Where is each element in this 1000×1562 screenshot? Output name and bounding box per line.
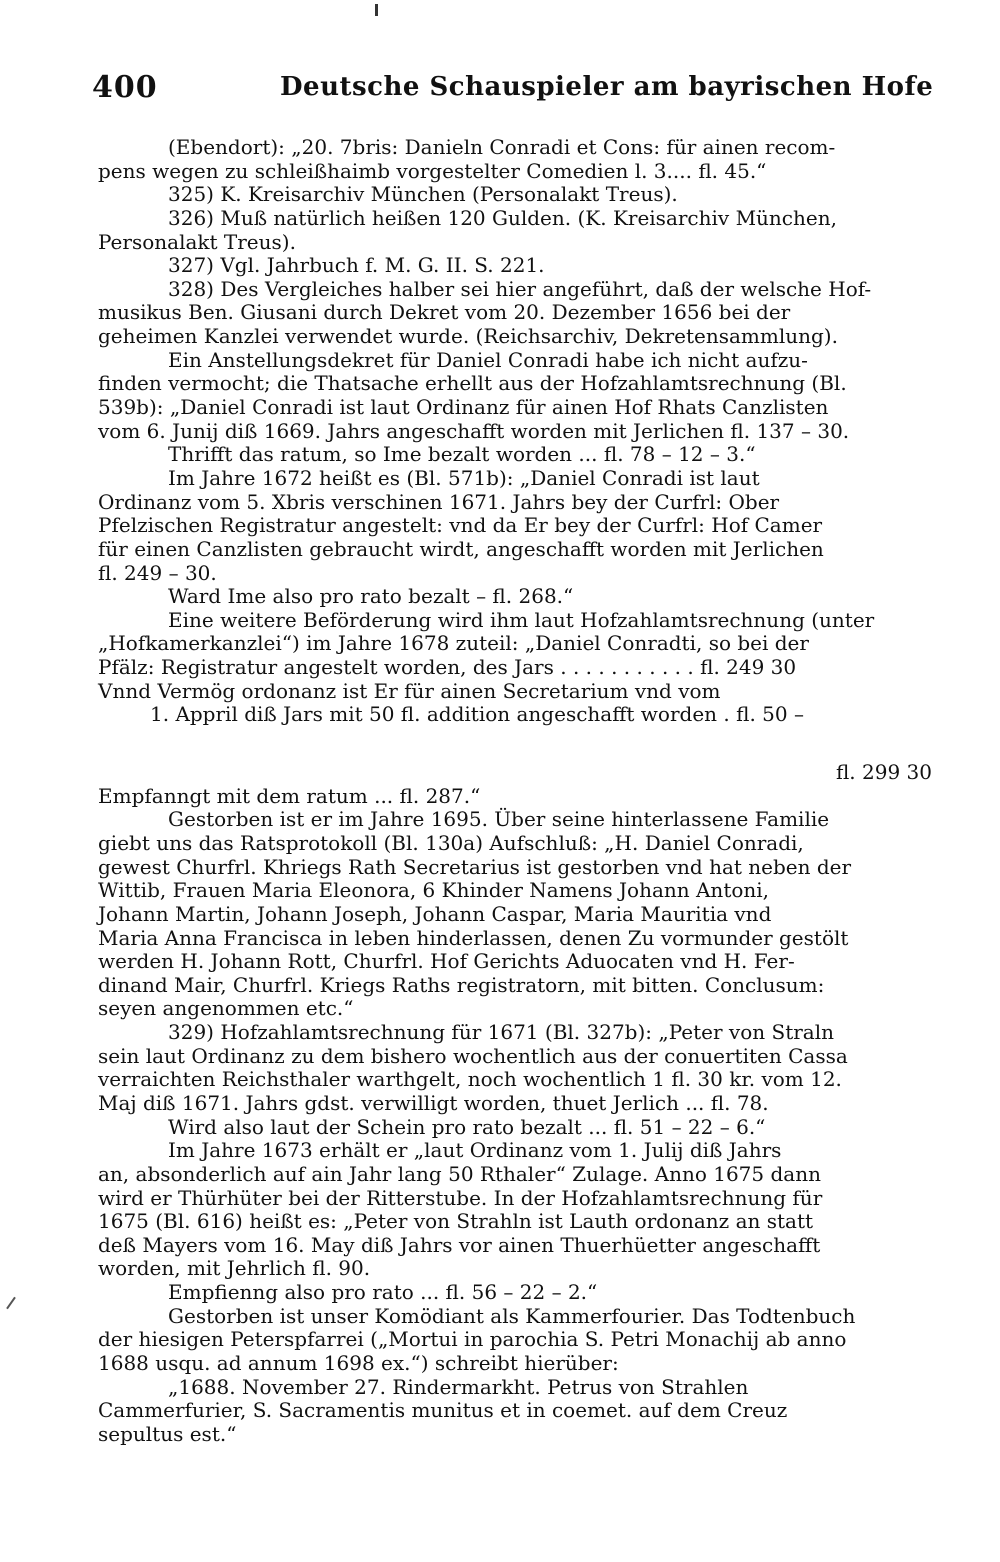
text-line: wird er Thürhüter bei der Ritterstube. In der Hofzahlamtsrechnung für bbox=[98, 1185, 823, 1210]
text-line: verraichten Reichsthaler warthgelt, noch wochentlich 1 fl. 30 kr. vom 12. bbox=[98, 1067, 842, 1092]
text-line: fl. 249 – 30. bbox=[98, 560, 217, 585]
text-line: Eine weitere Beförderung wird ihm laut Hofzahlamtsrechnung (unter bbox=[168, 607, 875, 632]
text-line: für einen Canzlisten gebraucht wirdt, angeschafft worden mit Jerlichen bbox=[98, 536, 824, 561]
text-line: Gestorben ist unser Komödiant als Kammerfourier. Das Todtenbuch bbox=[168, 1303, 856, 1328]
text-line: dinand Mair, Churfrl. Kriegs Raths registratorn, mit bitten. Conclusum: bbox=[98, 972, 825, 997]
text-line: Wird also laut der Schein pro rato bezalt ... fl. 51 – 22 – 6.“ bbox=[168, 1114, 766, 1139]
text-line: Empfienng also pro rato ... fl. 56 – 22 – 2.“ bbox=[168, 1280, 598, 1305]
text-line: seyen angenommen etc.“ bbox=[98, 996, 354, 1021]
scan-mark bbox=[6, 1297, 16, 1310]
page-body bbox=[98, 136, 938, 1447]
text-line: 1688 usqu. ad annum 1698 ex.“) schreibt hierüber: bbox=[98, 1351, 619, 1376]
text-line: werden H. Johann Rott, Churfrl. Hof Gerichts Aduocaten vnd H. Fer- bbox=[98, 949, 795, 974]
text-line: Empfanngt mit dem ratum ... fl. 287.“ bbox=[98, 783, 481, 808]
text-line: an, absonderlich auf ain Jahr lang 50 Rthaler“ Zulage. Anno 1675 dann bbox=[98, 1161, 821, 1186]
text-line: Im Jahre 1672 heißt es (Bl. 571b): „Daniel Conradi ist laut bbox=[168, 465, 760, 490]
text-line: „Hofkamerkanzlei“) im Jahre 1678 zuteil: „Daniel Conradti, so bei der bbox=[98, 631, 809, 656]
text-line: Pfälz: Registratur angestelt worden, des Jars . . . . . . . . . . . fl. 249 30 bbox=[98, 655, 797, 680]
text-line: 539b): „Daniel Conradi ist laut Ordinanz für ainen Hof Rhats Canzlisten bbox=[98, 395, 829, 420]
text-line: sepultus est.“ bbox=[98, 1421, 237, 1446]
sum-line: fl. 299 30 bbox=[835, 760, 932, 785]
text-line: Gestorben ist er im Jahre 1695. Über seine hinterlassene Familie bbox=[168, 807, 830, 832]
text-line: sein laut Ordinanz zu dem bishero wochentlich aus der conuertiten Cassa bbox=[98, 1043, 848, 1068]
text-line: vom 6. Junij diß 1669. Jahrs angeschafft worden mit Jerlichen fl. 137 – 30. bbox=[98, 418, 850, 443]
footnote-325: 325) K. Kreisarchiv München (Personalakt Treus). bbox=[168, 182, 678, 207]
page-number: 400 bbox=[92, 70, 158, 105]
text-line: gewest Churfrl. Khriegs Rath Secretarius ist gestorben vnd hat neben der bbox=[98, 854, 852, 879]
text-line: der hiesigen Peterspfarrei („Mortui in parochia S. Petri Monachij ab anno bbox=[98, 1327, 847, 1352]
text-line: Ward Ime also pro rato bezalt – fl. 268.“ bbox=[168, 584, 574, 609]
page-header bbox=[92, 70, 942, 110]
text-line: Pfelzischen Registratur angestelt: vnd da Er bey der Curfrl: Hof Camer bbox=[98, 513, 823, 538]
text-line: (Ebendort): „20. 7bris: Danieln Conradi et Cons: für ainen recom- bbox=[168, 135, 836, 159]
footnote-328: 328) Des Vergleiches halber sei hier angeführt, daß der welsche Hof- bbox=[168, 276, 872, 301]
text-line: Ein Anstellungsdekret für Daniel Conradi habe ich nicht aufzu- bbox=[168, 347, 808, 372]
text-line: Maria Anna Francisca in leben hinderlassen, denen Zu vormunder gestölt bbox=[98, 925, 849, 950]
scan-mark bbox=[375, 4, 378, 16]
text-line: Ordinanz vom 5. Xbris verschinen 1671. Jahrs bey der Curfrl: Ober bbox=[98, 489, 780, 514]
text-line: Personalakt Treus). bbox=[98, 229, 296, 254]
text-line: musikus Ben. Giusani durch Dekret vom 20. Dezember 1656 bei der bbox=[98, 300, 791, 325]
text-line: pens wegen zu schleißhaimb vorgestelter Comedien l. 3.... fl. 45.“ bbox=[98, 158, 767, 183]
text-line: Maj diß 1671. Jahrs gdst. verwilligt worden, thuet Jerlich ... fl. 78. bbox=[98, 1090, 769, 1115]
text-line: 1. Appril diß Jars mit 50 fl. addition angeschafft worden . fl. 50 – bbox=[150, 702, 804, 727]
text-line: 1675 (Bl. 616) heißt es: „Peter von Strahln ist Lauth ordonanz an statt bbox=[98, 1209, 814, 1234]
text-line: Wittib, Frauen Maria Eleonora, 6 Khinder Namens Johann Antoni, bbox=[98, 878, 770, 903]
text-line: geheimen Kanzlei verwendet wurde. (Reichsarchiv, Dekretensammlung). bbox=[98, 324, 838, 349]
footnote-329: 329) Hofzahlamtsrechnung für 1671 (Bl. 327b): „Peter von Straln bbox=[168, 1020, 834, 1045]
text-line: Johann Martin, Johann Joseph, Johann Caspar, Maria Mauritia vnd bbox=[98, 901, 772, 926]
spacer bbox=[98, 727, 938, 761]
footnote-326: 326) Muß natürlich heißen 120 Gulden. (K. Kreisarchiv München, bbox=[168, 205, 837, 230]
running-title: Deutsche Schauspieler am bayrischen Hofe bbox=[280, 72, 934, 102]
text-line: Im Jahre 1673 erhält er „laut Ordinanz vom 1. Julij diß Jahrs bbox=[168, 1138, 782, 1163]
text-line: worden, mit Jehrlich fl. 90. bbox=[98, 1256, 371, 1281]
text-line: Cammerfurier, S. Sacramentis munitus et in coemet. auf dem Creuz bbox=[98, 1398, 788, 1423]
text-line: „1688. November 27. Rindermarkht. Petrus von Strahlen bbox=[168, 1374, 749, 1399]
text-line: Vnnd Vermög ordonanz ist Er für ainen Secretarium vnd vom bbox=[98, 678, 721, 703]
text-line: Thrifft das ratum, so Ime bezalt worden ... fl. 78 – 12 – 3.“ bbox=[168, 442, 756, 467]
footnote-327: 327) Vgl. Jahrbuch f. M. G. II. S. 221. bbox=[168, 253, 545, 278]
text-line: giebt uns das Ratsprotokoll (Bl. 130a) Aufschluß: „H. Daniel Conradi, bbox=[98, 830, 804, 855]
text-line: deß Mayers vom 16. May diß Jahrs vor ainen Thuerhüetter angeschafft bbox=[98, 1232, 821, 1257]
text-line: finden vermocht; die Thatsache erhellt aus der Hofzahlamtsrechnung (Bl. bbox=[98, 371, 847, 396]
